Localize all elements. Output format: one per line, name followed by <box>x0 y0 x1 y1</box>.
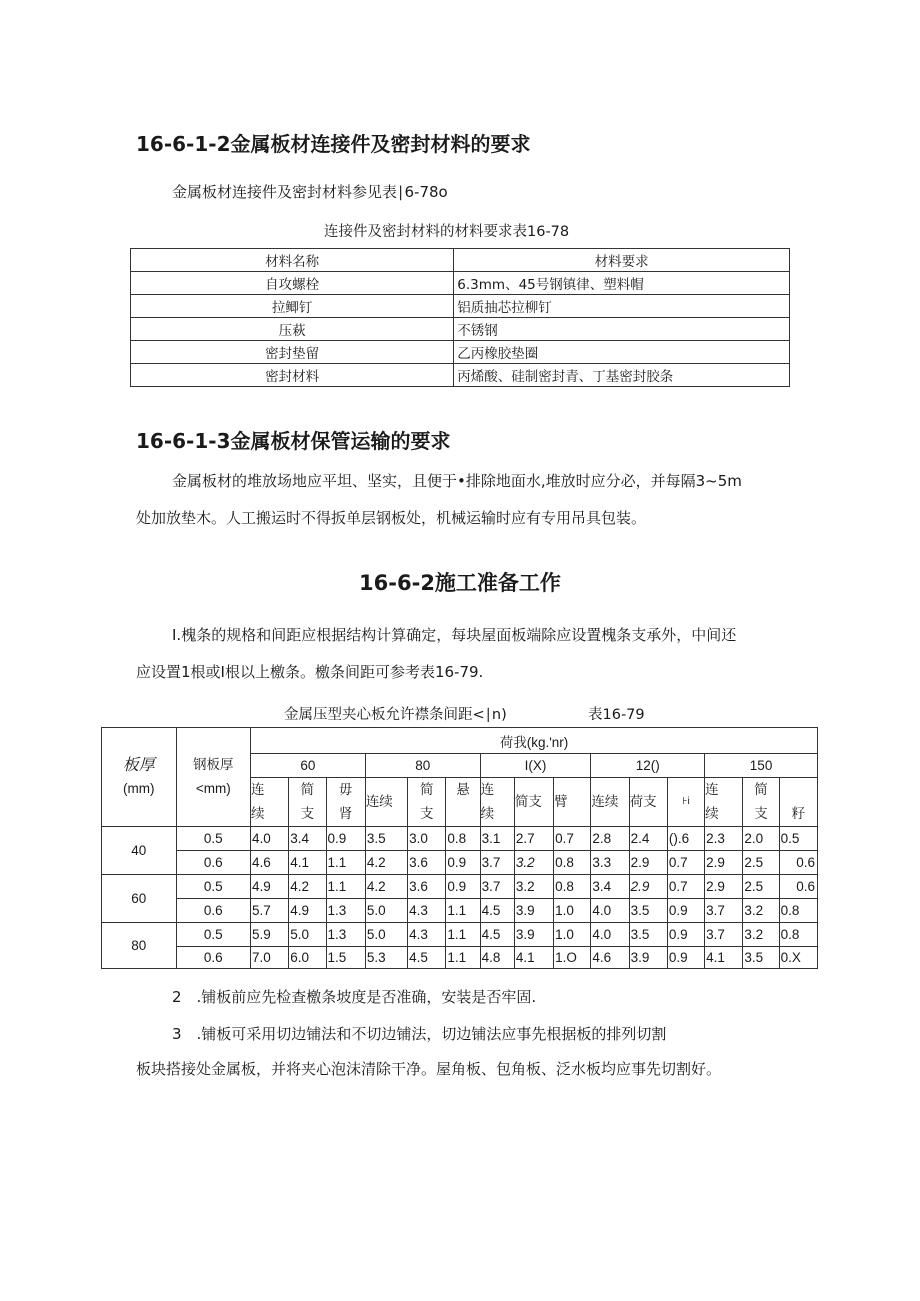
table-16-79 <box>101 727 818 969</box>
table-cell: 乙丙橡胶垫圈 <box>454 341 790 364</box>
thickness-header-unit: (mm) <box>123 781 155 796</box>
spacing-cell: 4.8 <box>480 947 514 969</box>
spacing-cell: 0.9 <box>667 947 704 969</box>
spacing-cell: 4.9 <box>251 875 289 899</box>
support-type-line: 支 <box>419 806 434 821</box>
spacing-cell: 4.5 <box>480 899 514 923</box>
spacing-cell: 0.8 <box>554 875 591 899</box>
spacing-cell: 4.1 <box>289 851 326 875</box>
storage-paragraph-line1: 金属板材的堆放场地应平坦、坚实，且便于•排除地面水,堆放时应分必，并每隔3~5m <box>172 472 742 490</box>
table-row <box>131 318 790 341</box>
steel-thickness-label: 钢板厚 <box>193 757 234 772</box>
spacing-cell: 5.0 <box>365 899 407 923</box>
support-type-line: 简 <box>754 782 768 797</box>
support-type <box>667 778 704 827</box>
spacing-cell: 4.1 <box>514 947 553 969</box>
spacing-cell: 3.2 <box>514 875 553 899</box>
spacing-cell: 3.7 <box>705 923 743 947</box>
spacing-cell: 0.7 <box>554 827 591 851</box>
spacing-cell: 5.0 <box>289 923 326 947</box>
spacing-cell: 4.9 <box>289 899 326 923</box>
table-row <box>102 875 818 899</box>
table-cell: 拉鲫钉 <box>131 295 454 318</box>
support-type-line: 支 <box>300 806 315 821</box>
spacing-cell: 3.6 <box>408 851 446 875</box>
spacing-cell: 2.9 <box>705 851 743 875</box>
table-cell: 不锈钢 <box>454 318 790 341</box>
thickness-header-label: 板厚 <box>122 755 155 774</box>
spacing-cell: 3.7 <box>480 851 514 875</box>
spacing-cell: 3.5 <box>743 947 779 969</box>
support-type <box>514 778 553 827</box>
table-row <box>131 272 790 295</box>
steel-thickness-cell: 0.5 <box>176 827 251 851</box>
steel-thickness-header <box>176 728 251 827</box>
spacing-cell: 0.9 <box>446 851 480 875</box>
spacing-cell: 5.7 <box>251 899 289 923</box>
spacing-cell: 5.0 <box>365 923 407 947</box>
thickness-cell: 60 <box>102 875 177 923</box>
spacing-cell: 4.2 <box>365 875 407 899</box>
spacing-cell: ().6 <box>667 827 704 851</box>
support-type <box>591 778 629 827</box>
load-value: 60 <box>251 754 366 778</box>
steel-thickness-cell: 0.5 <box>176 875 251 899</box>
header-material-requirement: 材料要求 <box>454 249 790 272</box>
spacing-cell: 0.9 <box>667 923 704 947</box>
spacing-cell: 3.5 <box>629 899 667 923</box>
spacing-cell: 5.3 <box>365 947 407 969</box>
support-type-line: 续 <box>705 806 719 821</box>
table-cell: 丙烯酸、硅制密封青、丁基密封胶条 <box>454 364 790 387</box>
spacing-cell: 1.1 <box>326 875 365 899</box>
support-type <box>408 778 446 827</box>
spacing-cell: 4.5 <box>408 947 446 969</box>
heading-16-6-2: 16-6-2施工准备工作 <box>359 571 561 595</box>
spacing-cell: 3.9 <box>629 947 667 969</box>
steel-thickness-cell: 0.6 <box>176 851 251 875</box>
spacing-cell: 4.5 <box>480 923 514 947</box>
table-cell: 密封垫留 <box>131 341 454 364</box>
spacing-cell: 6.0 <box>289 947 326 969</box>
spacing-cell: 0.7 <box>667 851 704 875</box>
spacing-cell: 1.O <box>554 947 591 969</box>
load-value: 12() <box>591 754 705 778</box>
thickness-header <box>102 728 177 827</box>
spacing-cell: 2.7 <box>514 827 553 851</box>
spacing-cell: 3.7 <box>480 875 514 899</box>
spacing-cell: 0.9 <box>667 899 704 923</box>
item-2: 2 .铺板前应先检查檄条坡度是否准确，安装是否牢固. <box>172 988 537 1006</box>
steel-thickness-cell: 0.5 <box>176 923 251 947</box>
spacing-cell: 0.6 <box>779 851 817 875</box>
spacing-cell: 3.2 <box>514 851 553 875</box>
support-type-line: 连 <box>251 782 265 797</box>
spacing-cell: 3.5 <box>629 923 667 947</box>
item-3-line1: 3 .铺板可采用切边铺法和不切边铺法，切边铺法应事先根据板的排列切割 <box>172 1025 667 1043</box>
spacing-cell: 0.8 <box>779 923 817 947</box>
spacing-cell: 2.5 <box>743 851 779 875</box>
storage-paragraph-line2: 处加放垫木。人工搬运时不得扳单层钢板处，机械运输时应有专用吊具包装。 <box>136 509 647 527</box>
support-type <box>629 778 667 827</box>
spacing-cell: 4.0 <box>591 923 629 947</box>
spacing-cell: 1.1 <box>326 851 365 875</box>
thickness-cell: 40 <box>102 827 177 875</box>
spacing-cell: 0.8 <box>446 827 480 851</box>
spacing-cell: 3.9 <box>514 899 553 923</box>
support-type-line: 支 <box>754 806 768 821</box>
table-row <box>102 827 818 851</box>
spacing-cell: 2.0 <box>743 827 779 851</box>
support-type <box>779 778 817 827</box>
spacing-cell: 4.3 <box>408 899 446 923</box>
table-cell: 铝质抽芯拉柳钉 <box>454 295 790 318</box>
support-type-line: 肾 <box>338 806 353 821</box>
spacing-cell: 1.1 <box>446 947 480 969</box>
table-row <box>102 923 818 947</box>
load-value: I(X) <box>480 754 591 778</box>
support-type-line: 简 <box>300 782 315 797</box>
spacing-cell: 3.3 <box>591 851 629 875</box>
load-header: 荷我(kg.'nr) <box>251 728 818 754</box>
support-type <box>251 778 289 827</box>
spacing-cell: 2.5 <box>743 875 779 899</box>
spacing-cell: 0.X <box>779 947 817 969</box>
spacing-cell: 2.9 <box>629 875 667 899</box>
spacing-cell: 4.0 <box>251 827 289 851</box>
support-type-line: 连 <box>705 782 719 797</box>
support-type <box>289 778 326 827</box>
load-value: 80 <box>365 754 480 778</box>
support-type-line: 连续 <box>365 794 393 809</box>
spacing-cell: 2.8 <box>591 827 629 851</box>
spacing-cell: 7.0 <box>251 947 289 969</box>
support-type-line: 简支 <box>514 794 542 809</box>
load-header-row <box>102 728 818 754</box>
table-16-79-number: 表16-79 <box>588 707 645 723</box>
spacing-cell: 4.3 <box>408 923 446 947</box>
prep-paragraph-line2: 应设置1根或I根以上檄条。檄条间距可参考表16-79. <box>136 663 484 681</box>
intro-paragraph: 金属板材连接件及密封材料参见表∣6-78o <box>172 183 448 201</box>
spacing-cell: 4.6 <box>591 947 629 969</box>
spacing-cell: 0.8 <box>779 899 817 923</box>
support-type <box>326 778 365 827</box>
support-type-line: 悬 <box>456 782 470 797</box>
spacing-cell: 4.0 <box>591 899 629 923</box>
table-cell: 自攻螺栓 <box>131 272 454 295</box>
support-type <box>743 778 779 827</box>
support-type-line: 续 <box>480 806 495 821</box>
support-type-line: 连续 <box>591 794 619 809</box>
spacing-cell: 1.1 <box>446 923 480 947</box>
table-16-78-caption: 连接件及密封材料的材料要求表16-78 <box>324 224 570 240</box>
spacing-cell: 3.5 <box>365 827 407 851</box>
spacing-cell: 0.5 <box>779 827 817 851</box>
table-cell: 6.3mm、45号钢镇律、塑料帽 <box>454 272 790 295</box>
spacing-cell: 4.1 <box>705 947 743 969</box>
support-type <box>554 778 591 827</box>
support-type-line: ⊦i <box>682 796 690 807</box>
spacing-cell: 4.2 <box>365 851 407 875</box>
spacing-cell: 1.5 <box>326 947 365 969</box>
spacing-cell: 3.6 <box>408 875 446 899</box>
table-row <box>102 899 818 923</box>
spacing-cell: 3.4 <box>289 827 326 851</box>
spacing-cell: 0.8 <box>554 851 591 875</box>
thickness-cell: 80 <box>102 923 177 969</box>
heading-16-6-1-2: 16-6-1-2金属板材连接件及密封材料的要求 <box>136 132 531 156</box>
table-16-78 <box>130 248 790 387</box>
table-cell: 压萩 <box>131 318 454 341</box>
support-type-line: 续 <box>251 806 265 821</box>
item-3-line2: 板块搭接处金属板，并将夹心泡沫清除干净。屋角板、包角板、泛水板均应事先切割好。 <box>136 1060 722 1078</box>
spacing-cell: 1.3 <box>326 923 365 947</box>
support-type-line: 荷支 <box>629 794 657 809</box>
spacing-cell: 4.2 <box>289 875 326 899</box>
support-type-line: 连 <box>480 782 495 797</box>
table-cell: 密封材料 <box>131 364 454 387</box>
spacing-cell: 1.3 <box>326 899 365 923</box>
spacing-cell: 2.3 <box>705 827 743 851</box>
spacing-cell: 1.0 <box>554 923 591 947</box>
table-row <box>102 947 818 969</box>
spacing-cell: 5.9 <box>251 923 289 947</box>
steel-thickness-cell: 0.6 <box>176 947 251 969</box>
support-type-line: 臂 <box>554 794 568 809</box>
spacing-cell: 2.9 <box>705 875 743 899</box>
support-type-line: 简 <box>419 782 434 797</box>
table-16-79-caption: 金属压型夹心板允许襟条间距<∣n) <box>284 707 507 723</box>
spacing-cell: 2.4 <box>629 827 667 851</box>
spacing-cell: 2.9 <box>629 851 667 875</box>
spacing-cell: 1.1 <box>446 899 480 923</box>
spacing-cell: 0.9 <box>446 875 480 899</box>
prep-paragraph-line1: I.槐条的规格和间距应根据结构计算确定，每块屋面板端除应设置槐条支承外，中间还 <box>172 626 737 644</box>
support-type-line: 籽 <box>791 806 806 821</box>
spacing-cell: 3.0 <box>408 827 446 851</box>
spacing-cell: 3.2 <box>743 923 779 947</box>
spacing-cell: 3.9 <box>514 923 553 947</box>
table-row <box>102 851 818 875</box>
support-type <box>365 778 407 827</box>
spacing-cell: 3.1 <box>480 827 514 851</box>
table-header-row <box>131 249 790 272</box>
header-material-name: 材料名称 <box>131 249 454 272</box>
support-type <box>705 778 743 827</box>
spacing-cell: 0.9 <box>326 827 365 851</box>
steel-thickness-unit: <mm) <box>195 781 231 796</box>
support-type <box>480 778 514 827</box>
spacing-cell: 1.0 <box>554 899 591 923</box>
support-type <box>446 778 480 827</box>
table-row <box>131 341 790 364</box>
load-value: 150 <box>705 754 818 778</box>
spacing-cell: 3.4 <box>591 875 629 899</box>
spacing-cell: 4.6 <box>251 851 289 875</box>
heading-16-6-1-3: 16-6-1-3金属板材保管运输的要求 <box>136 429 451 453</box>
support-type-line: 毋 <box>338 782 353 797</box>
spacing-cell: 0.6 <box>779 875 817 899</box>
table-row <box>131 295 790 318</box>
spacing-cell: 3.7 <box>705 899 743 923</box>
steel-thickness-cell: 0.6 <box>176 899 251 923</box>
spacing-cell: 0.7 <box>667 875 704 899</box>
spacing-cell: 3.2 <box>743 899 779 923</box>
table-row <box>131 364 790 387</box>
